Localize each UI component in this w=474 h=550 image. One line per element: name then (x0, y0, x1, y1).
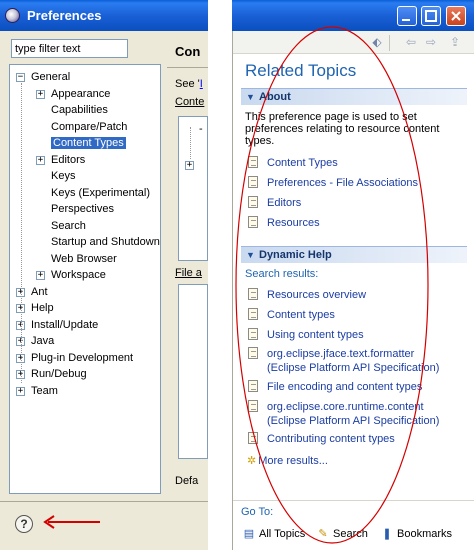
search-result-link[interactable] (248, 400, 440, 427)
tree-item[interactable] (31, 350, 133, 366)
about-link[interactable] (248, 216, 320, 230)
expand-icon[interactable]: + (37, 270, 44, 280)
tree-item[interactable] (51, 267, 106, 283)
expand-icon[interactable]: + (17, 369, 24, 379)
related-topics-title: Related Topics (245, 61, 357, 80)
tree-item[interactable] (51, 185, 150, 201)
title-bar (0, 0, 208, 31)
search-result-link[interactable] (248, 288, 366, 302)
tree-item-label: Java (31, 335, 55, 347)
tree-item-label: Keys (51, 170, 76, 182)
tree-node: - (199, 123, 203, 135)
preferences-dialog (0, 31, 208, 550)
document-icon (248, 380, 258, 392)
sync-icon[interactable]: ⬖ (372, 35, 382, 49)
document-icon (248, 308, 258, 320)
about-link[interactable] (248, 196, 301, 210)
minimize-icon[interactable] (397, 6, 417, 26)
tree-item-label: Run/Debug (31, 368, 87, 380)
about-link-label: Resources (267, 217, 320, 229)
help-view (232, 31, 474, 550)
tree-item[interactable] (51, 251, 117, 267)
bookmarks-label: Bookmarks (397, 528, 453, 540)
help-toolbar (233, 31, 474, 54)
search-result-link[interactable] (248, 328, 364, 342)
search-result-link[interactable] (248, 308, 335, 322)
tree-item-label: Editors (51, 153, 86, 166)
search-result-link[interactable] (248, 380, 422, 394)
file-associations-label: File a (175, 267, 202, 279)
document-icon (248, 288, 258, 300)
tree-item[interactable] (31, 69, 70, 85)
tree-item-label: Capabilities (51, 104, 108, 116)
tree-line (21, 83, 22, 383)
tree-item-label: Compare/Patch (51, 120, 128, 133)
expand-icon[interactable]: + (37, 154, 44, 165)
document-icon (248, 347, 258, 359)
tree-item-label: Ant (31, 285, 48, 298)
tree-item[interactable] (31, 383, 58, 399)
preference-tree[interactable] (9, 64, 161, 494)
tree-line (190, 127, 191, 159)
about-description: This preference page is used to set preferences relating to resource content types. (245, 111, 440, 147)
tree-item-label: Keys (Experimental) (51, 186, 151, 199)
tree-item[interactable] (51, 152, 85, 168)
eclipse-icon (5, 8, 20, 23)
tree-item-label: Appearance (51, 87, 111, 100)
tree-item-label: Help (31, 302, 54, 314)
tree-item[interactable] (51, 135, 126, 151)
goto-bar (233, 500, 474, 550)
search-result-label: org.eclipse.jface.text.formatter (267, 348, 415, 360)
expand-icon[interactable]: + (17, 352, 24, 363)
more-results-label: More results... (258, 455, 328, 467)
search-result-link[interactable] (248, 347, 440, 374)
maximize-icon[interactable] (421, 6, 441, 26)
tree-item[interactable] (51, 102, 108, 118)
help-icon[interactable]: ? (15, 515, 33, 533)
tree-item[interactable] (51, 201, 114, 217)
tree-item-label: Content Types (53, 137, 124, 149)
tree-item-label: Startup and Shutdown (51, 236, 160, 248)
expand-icon[interactable]: + (17, 286, 24, 297)
dynamic-help-section-header[interactable] (241, 246, 467, 263)
dynamic-help-header-label: Dynamic Help (259, 249, 332, 261)
search-link[interactable] (317, 527, 368, 540)
page-title: Con (175, 44, 201, 59)
collapse-triangle-icon: ▼ (246, 92, 255, 102)
tree-item[interactable] (31, 284, 48, 300)
bookmarks-icon: ❚ (382, 528, 392, 540)
document-icon (248, 432, 258, 444)
content-types-panel (167, 31, 208, 501)
all-topics-link[interactable] (243, 527, 305, 540)
all-topics-label: All Topics (259, 528, 306, 540)
forward-icon[interactable]: ⇨ (425, 35, 437, 49)
tree-item-label: Install/Update (31, 318, 99, 331)
expand-icon[interactable]: + (17, 385, 24, 396)
tree-item[interactable] (31, 317, 98, 333)
title-bar-right (232, 0, 474, 31)
toolbar-separator (389, 35, 390, 51)
document-icon (248, 328, 258, 340)
search-result-label: Resources overview (267, 289, 367, 301)
see-text (175, 78, 203, 90)
about-section-header[interactable] (241, 88, 467, 105)
all-topics-icon: ▤ (243, 528, 255, 540)
tree-item[interactable] (31, 333, 54, 349)
about-link-label: Preferences - File Associations (267, 177, 419, 189)
about-link-label: Editors (267, 197, 302, 209)
search-result-label: Content types (267, 309, 335, 321)
tree-item-label: Plug-in Development (31, 351, 134, 364)
see-prefix: See ' (175, 78, 200, 90)
document-icon (248, 156, 258, 168)
search-label: Search (333, 528, 368, 540)
back-icon[interactable]: ⇦ (405, 35, 417, 49)
window-title: Preferences (27, 8, 102, 23)
bookmarks-link[interactable] (381, 527, 452, 540)
tree-item-label: Team (31, 384, 58, 397)
close-icon[interactable] (446, 6, 466, 26)
divider (167, 67, 208, 68)
expand-icon[interactable]: + (17, 303, 24, 313)
search-results-label: Search results: (245, 268, 319, 280)
goto-label: Go To: (241, 506, 274, 518)
tree-item-label: General (31, 71, 71, 83)
tree-item-label: Perspectives (51, 203, 114, 215)
search-result-sublabel: (Eclipse Platform API Specification) (267, 415, 440, 427)
see-link[interactable]: I (199, 78, 203, 90)
tree-item-label: Web Browser (51, 252, 117, 265)
content-types-label: Conte (175, 96, 205, 108)
tree-item[interactable] (51, 86, 110, 102)
search-result-link[interactable] (248, 432, 395, 446)
collapse-triangle-icon: ▼ (246, 250, 255, 260)
tree-item[interactable] (51, 168, 75, 184)
search-result-sublabel: (Eclipse Platform API Specification) (267, 362, 440, 374)
about-link[interactable] (248, 156, 338, 170)
about-link-label: Content Types (267, 157, 338, 169)
expand-icon[interactable]: + (17, 319, 24, 330)
tree-item-label: Search (51, 219, 86, 232)
search-result-label: Using content types (267, 329, 364, 341)
tree-item[interactable] (51, 234, 160, 250)
annotation-arrow-icon (42, 512, 102, 532)
tree-item-label: Workspace (51, 269, 106, 281)
search-result-label: org.eclipse.core.runtime.content (267, 401, 424, 413)
more-results-link[interactable] (247, 454, 328, 467)
tree-item[interactable] (51, 119, 127, 135)
expand-icon[interactable]: + (17, 336, 24, 346)
default-encoding-label: Defa (175, 475, 199, 487)
search-icon: ✎ (318, 528, 328, 540)
document-icon (248, 196, 258, 208)
tree-item[interactable] (51, 218, 86, 234)
dialog-bottom-bar (0, 501, 208, 550)
plus-icon[interactable]: + (186, 160, 193, 170)
search-result-label: File encoding and content types (267, 381, 423, 393)
about-header-label: About (259, 91, 291, 103)
document-icon (248, 400, 258, 412)
search-result-label: Contributing content types (267, 433, 395, 445)
tree-item[interactable] (31, 366, 87, 382)
collapse-icon[interactable]: − (17, 72, 24, 82)
filter-input[interactable] (11, 39, 128, 58)
document-icon (248, 176, 258, 188)
home-icon[interactable]: ⇪ (449, 35, 461, 49)
expand-icon[interactable]: + (37, 88, 44, 99)
tree-item[interactable] (31, 300, 54, 316)
file-associations-list[interactable] (178, 284, 208, 459)
lamp-icon: ✲ (247, 455, 257, 467)
about-link[interactable] (248, 176, 418, 190)
content-types-list[interactable] (178, 116, 208, 261)
document-icon (248, 216, 258, 228)
window-gap (208, 0, 232, 550)
